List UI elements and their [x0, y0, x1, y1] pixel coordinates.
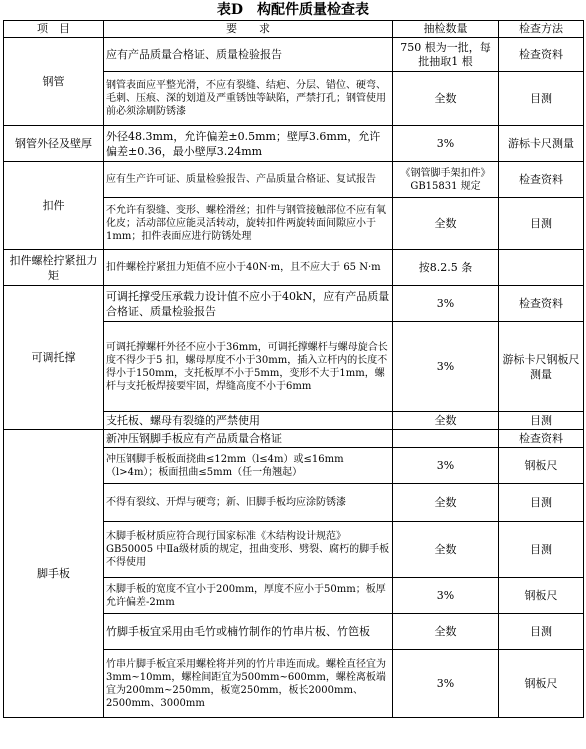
quantity-cell: 3%: [393, 578, 499, 614]
table-row: [4, 162, 584, 198]
method-cell: 游标卡尺测量: [499, 126, 584, 162]
item-cell: 钢管外径及壁厚: [4, 126, 104, 162]
requirement-cell: 竹脚手板宜采用由毛竹或楠竹制作的竹串片板、竹笆板: [104, 614, 393, 650]
method-cell: 检查资料: [499, 286, 584, 322]
header-item: 项 目: [4, 21, 104, 38]
quantity-cell: 750 根为一批，每批抽取1 根: [393, 38, 499, 72]
item-cell: 钢管: [4, 38, 104, 126]
method-cell: 目测: [499, 198, 584, 250]
item-cell: 可调托撑: [4, 286, 104, 430]
requirement-cell: 不得有裂纹、开焊与硬弯；新、旧脚手板均应涂防锈漆: [104, 484, 393, 522]
header-quantity: 抽检数量: [393, 21, 499, 38]
requirement-cell: 不允许有裂缝、变形、螺栓滑丝；扣件与钢管接触部位不应有氧化皮；活动部位应能灵活转动，旋转扣件两旋转面间隙应小于1mm；扣件表面应进行防锈处理: [104, 198, 393, 250]
method-cell: 目测: [499, 522, 584, 578]
quantity-cell: 3%: [393, 126, 499, 162]
header-row: [4, 21, 584, 38]
quantity-cell: 全数: [393, 72, 499, 126]
quantity-cell: 全数: [393, 522, 499, 578]
requirement-cell: 可调托撑受压承载力设计值不应小于40kN，应有产品质量合格证、质量检验报告: [104, 286, 393, 322]
requirement-cell: 应有产品质量合格证、质量检验报告: [104, 38, 393, 72]
inspection-table: [3, 20, 584, 718]
method-cell: 钢板尺: [499, 448, 584, 484]
table-row: [4, 250, 584, 286]
table-row: [4, 430, 584, 448]
method-cell: [499, 250, 584, 286]
table-row: [4, 126, 584, 162]
quantity-cell: 全数: [393, 614, 499, 650]
requirement-cell: 扣件螺栓拧紧扭力矩值不应小于40N·m，且不应大于 65 N·m: [104, 250, 393, 286]
method-cell: 钢板尺: [499, 650, 584, 718]
method-cell: 检查资料: [499, 38, 584, 72]
requirement-cell: 竹串片脚手板宜采用螺栓将并列的竹片串连而成。螺栓直径宜为3mm~10mm，螺栓间距宜为500mm~600mm，螺栓离板端宜为200mm~250mm，板宽250mm，板长2000mm、2500mm、3000mm: [104, 650, 393, 718]
table-row: [4, 38, 584, 72]
item-cell: 扣件螺栓拧紧扭力矩: [4, 250, 104, 286]
quantity-cell: 《钢管脚手架扣件》GB15831 规定: [393, 162, 499, 198]
requirement-cell: 钢管表面应平整光滑，不应有裂缝、结疤、分层、错位、硬弯、毛刺、压痕、深的划道及严重锈蚀等缺陷，严禁打孔；钢管使用前必须涂刷防锈漆: [104, 72, 393, 126]
quantity-cell: 按8.2.5 条: [393, 250, 499, 286]
method-cell: 游标卡尺钢板尺测量: [499, 322, 584, 412]
method-cell: 目测: [499, 614, 584, 650]
quantity-cell: 全数: [393, 198, 499, 250]
requirement-cell: 木脚手板的宽度不宜小于200mm，厚度不应小于50mm；板厚允许偏差-2mm: [104, 578, 393, 614]
quantity-cell: [393, 430, 499, 448]
method-cell: 目测: [499, 484, 584, 522]
quantity-cell: 3%: [393, 322, 499, 412]
header-requirement: 要 求: [104, 21, 393, 38]
quantity-cell: 3%: [393, 650, 499, 718]
item-cell: 扣件: [4, 162, 104, 250]
quantity-cell: 全数: [393, 484, 499, 522]
item-cell: 脚手板: [4, 430, 104, 718]
table-title: 表D 构配件质量检查表: [216, 2, 370, 18]
method-cell: 检查资料: [499, 430, 584, 448]
method-cell: 钢板尺: [499, 578, 584, 614]
requirement-cell: 新冲压钢脚手板应有产品质量合格证: [104, 430, 393, 448]
requirement-cell: 外径48.3mm，允许偏差±0.5mm；壁厚3.6mm，允许偏差±0.36，最小壁厚3.24mm: [104, 126, 393, 162]
method-cell: 目测: [499, 412, 584, 430]
header-method: 检查方法: [499, 21, 584, 38]
method-cell: 目测: [499, 72, 584, 126]
requirement-cell: 支托板、螺母有裂缝的严禁使用: [104, 412, 393, 430]
quantity-cell: 3%: [393, 286, 499, 322]
requirement-cell: 应有生产许可证、质量检验报告、产品质量合格证、复试报告: [104, 162, 393, 198]
requirement-cell: 可调托撑螺杆外径不应小于36mm，可调托撑螺杆与螺母旋合长度不得少于5 扣，螺母厚度不小于30mm，插入立杆内的长度不得小于150mm，支托板厚不小于5mm，变形不大于1mm，螺杆与支托板焊接要牢固，焊缝高度不小于6mm: [104, 322, 393, 412]
table-row: [4, 286, 584, 322]
method-cell: 检查资料: [499, 162, 584, 198]
quantity-cell: 3%: [393, 448, 499, 484]
requirement-cell: 冲压钢脚手板板面挠曲≤12mm（l≤4m）或≤16mm（l>4m）；板面扭曲≤5mm（任一角翘起）: [104, 448, 393, 484]
requirement-cell: 木脚手板材质应符合现行国家标准《木结构设计规范》GB50005 中Ⅱa级材质的规定，扭曲变形、劈裂、腐朽的脚手板不得使用: [104, 522, 393, 578]
quantity-cell: 全数: [393, 412, 499, 430]
